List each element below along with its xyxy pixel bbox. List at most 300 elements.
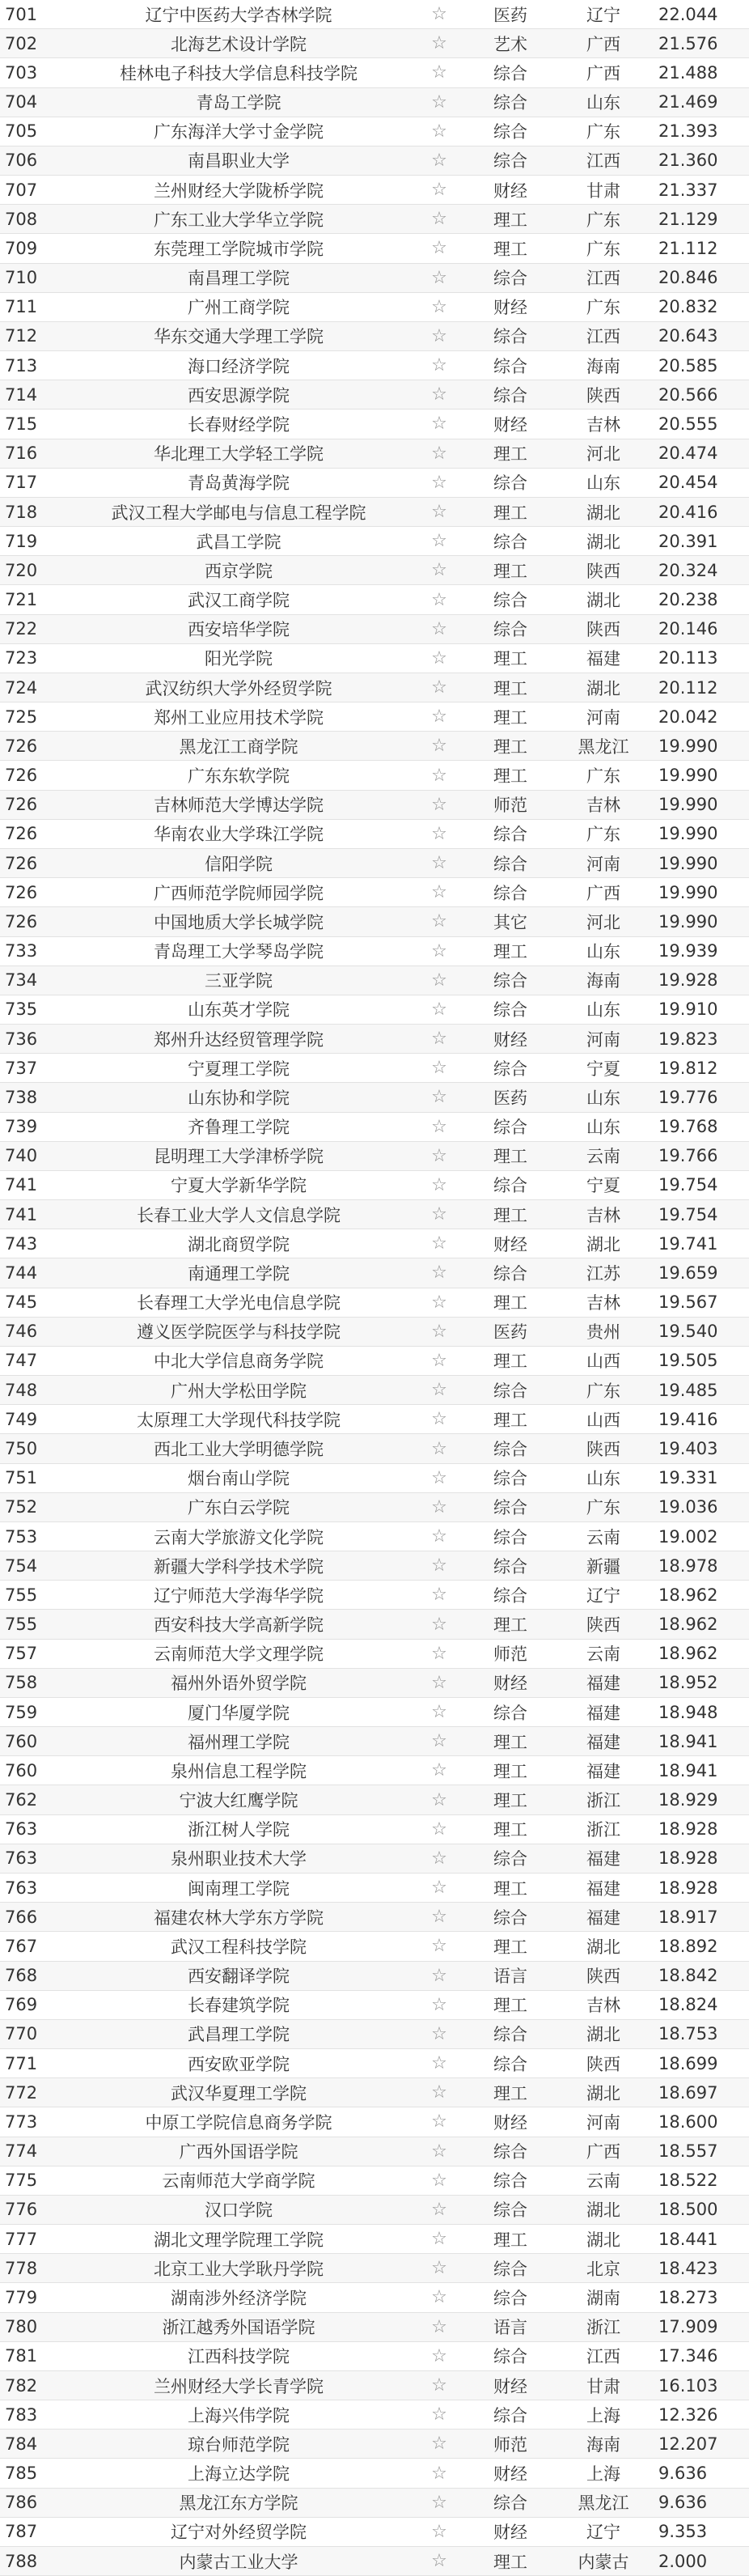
school-type-cell: 综合 bbox=[466, 2254, 555, 2283]
star-outline-icon[interactable]: ☆ bbox=[431, 33, 447, 54]
school-type-cell: 综合 bbox=[466, 1054, 555, 1083]
star-outline-icon[interactable]: ☆ bbox=[431, 1145, 447, 1166]
star-outline-icon[interactable]: ☆ bbox=[431, 765, 447, 786]
table-row bbox=[0, 2546, 749, 2575]
favorite-cell[interactable] bbox=[413, 1112, 466, 1141]
province-cell: 黑龙江 bbox=[555, 732, 652, 761]
school-name-cell: 云南大学旅游文化学院 bbox=[65, 1521, 413, 1551]
favorite-cell[interactable] bbox=[413, 1200, 466, 1229]
star-outline-icon[interactable]: ☆ bbox=[431, 2521, 447, 2542]
star-outline-icon[interactable]: ☆ bbox=[431, 1058, 447, 1079]
favorite-cell[interactable] bbox=[413, 263, 466, 292]
star-outline-icon[interactable]: ☆ bbox=[431, 1878, 447, 1899]
school-name-cell: 中北大学信息商务学院 bbox=[65, 1346, 413, 1375]
school-name-cell: 内蒙古工业大学 bbox=[65, 2546, 413, 2575]
rank-cell: 703 bbox=[0, 58, 65, 87]
favorite-cell[interactable] bbox=[413, 497, 466, 526]
favorite-cell[interactable] bbox=[413, 87, 466, 117]
school-type-cell: 综合 bbox=[466, 2283, 555, 2312]
province-cell: 江西 bbox=[555, 146, 652, 175]
province-cell: 辽宁 bbox=[555, 0, 652, 29]
score-cell: 19.990 bbox=[652, 878, 749, 907]
favorite-cell[interactable] bbox=[413, 410, 466, 439]
star-outline-icon[interactable]: ☆ bbox=[431, 2463, 447, 2484]
province-cell: 湖北 bbox=[555, 2225, 652, 2254]
star-outline-icon[interactable]: ☆ bbox=[431, 2023, 447, 2044]
score-cell: 18.962 bbox=[652, 1639, 749, 1668]
star-outline-icon[interactable]: ☆ bbox=[431, 1643, 447, 1664]
favorite-cell[interactable] bbox=[413, 1141, 466, 1170]
score-cell: 18.962 bbox=[652, 1610, 749, 1639]
favorite-cell[interactable] bbox=[413, 2225, 466, 2254]
school-name-cell: 湖北文理学院理工学院 bbox=[65, 2225, 413, 2254]
table-row bbox=[0, 585, 749, 614]
favorite-cell[interactable] bbox=[413, 2400, 466, 2430]
table-row bbox=[0, 527, 749, 556]
favorite-cell[interactable] bbox=[413, 380, 466, 410]
star-outline-icon[interactable]: ☆ bbox=[431, 1438, 447, 1459]
school-name-cell: 泉州职业技术大学 bbox=[65, 1844, 413, 1873]
star-outline-icon[interactable]: ☆ bbox=[431, 296, 447, 317]
star-outline-icon[interactable]: ☆ bbox=[431, 2434, 447, 2455]
star-outline-icon[interactable]: ☆ bbox=[431, 1585, 447, 1606]
favorite-cell[interactable] bbox=[413, 936, 466, 965]
favorite-cell[interactable] bbox=[413, 292, 466, 321]
star-outline-icon[interactable]: ☆ bbox=[431, 1789, 447, 1810]
score-cell: 19.754 bbox=[652, 1200, 749, 1229]
star-outline-icon[interactable]: ☆ bbox=[431, 2287, 447, 2308]
province-cell: 云南 bbox=[555, 1141, 652, 1170]
favorite-cell[interactable] bbox=[413, 2019, 466, 2048]
star-outline-icon[interactable]: ☆ bbox=[431, 1350, 447, 1371]
star-outline-icon[interactable]: ☆ bbox=[431, 1818, 447, 1840]
favorite-cell[interactable] bbox=[413, 1814, 466, 1844]
star-outline-icon[interactable]: ☆ bbox=[431, 1204, 447, 1225]
star-outline-icon[interactable]: ☆ bbox=[431, 2258, 447, 2279]
star-outline-icon[interactable]: ☆ bbox=[431, 2111, 447, 2133]
school-name-cell: 汉口学院 bbox=[65, 2195, 413, 2224]
star-outline-icon[interactable]: ☆ bbox=[431, 999, 447, 1020]
rank-cell: 716 bbox=[0, 439, 65, 468]
star-outline-icon[interactable]: ☆ bbox=[431, 121, 447, 142]
score-cell: 12.326 bbox=[652, 2400, 749, 2430]
favorite-cell[interactable] bbox=[413, 732, 466, 761]
school-type-cell: 艺术 bbox=[466, 29, 555, 58]
star-outline-icon[interactable]: ☆ bbox=[431, 677, 447, 698]
province-cell: 湖南 bbox=[555, 2283, 652, 2312]
table-row bbox=[0, 556, 749, 585]
favorite-cell[interactable] bbox=[413, 1639, 466, 1668]
school-type-cell: 综合 bbox=[466, 263, 555, 292]
favorite-cell[interactable] bbox=[413, 2312, 466, 2341]
favorite-cell[interactable] bbox=[413, 1756, 466, 1785]
favorite-cell[interactable] bbox=[413, 2283, 466, 2312]
rank-cell: 704 bbox=[0, 87, 65, 117]
star-outline-icon[interactable]: ☆ bbox=[431, 1174, 447, 1195]
province-cell: 吉林 bbox=[555, 1288, 652, 1317]
star-outline-icon[interactable]: ☆ bbox=[431, 1936, 447, 1957]
province-cell: 山东 bbox=[555, 1083, 652, 1112]
favorite-cell[interactable] bbox=[413, 2254, 466, 2283]
star-outline-icon[interactable]: ☆ bbox=[431, 1029, 447, 1050]
table-row bbox=[0, 2517, 749, 2546]
favorite-cell[interactable] bbox=[413, 29, 466, 58]
favorite-cell[interactable] bbox=[413, 1727, 466, 1756]
star-outline-icon[interactable]: ☆ bbox=[431, 823, 447, 844]
favorite-cell[interactable] bbox=[413, 1610, 466, 1639]
province-cell: 福建 bbox=[555, 1756, 652, 1785]
favorite-cell[interactable] bbox=[413, 234, 466, 263]
star-outline-icon[interactable]: ☆ bbox=[431, 1496, 447, 1517]
favorite-cell[interactable] bbox=[413, 556, 466, 585]
province-cell: 福建 bbox=[555, 1697, 652, 1726]
rank-cell: 725 bbox=[0, 702, 65, 732]
star-outline-icon[interactable]: ☆ bbox=[431, 267, 447, 288]
favorite-cell[interactable] bbox=[413, 995, 466, 1024]
star-outline-icon[interactable]: ☆ bbox=[431, 414, 447, 435]
star-outline-icon[interactable]: ☆ bbox=[431, 1233, 447, 1254]
rank-cell: 706 bbox=[0, 146, 65, 175]
province-cell: 宁夏 bbox=[555, 1170, 652, 1199]
favorite-cell[interactable] bbox=[413, 1170, 466, 1199]
school-name-cell: 云南师范大学商学院 bbox=[65, 2166, 413, 2195]
school-name-cell: 上海兴伟学院 bbox=[65, 2400, 413, 2430]
school-type-cell: 理工 bbox=[466, 1610, 555, 1639]
province-cell: 陕西 bbox=[555, 1961, 652, 1990]
star-outline-icon[interactable]: ☆ bbox=[431, 589, 447, 610]
star-outline-icon[interactable]: ☆ bbox=[431, 2316, 447, 2337]
province-cell: 吉林 bbox=[555, 410, 652, 439]
star-outline-icon[interactable]: ☆ bbox=[431, 1614, 447, 1635]
star-outline-icon[interactable]: ☆ bbox=[431, 1965, 447, 1986]
star-outline-icon[interactable]: ☆ bbox=[431, 794, 447, 815]
favorite-cell[interactable] bbox=[413, 1083, 466, 1112]
star-outline-icon[interactable]: ☆ bbox=[431, 1409, 447, 1430]
favorite-cell[interactable] bbox=[413, 351, 466, 380]
star-outline-icon[interactable]: ☆ bbox=[431, 2082, 447, 2103]
favorite-cell[interactable] bbox=[413, 1054, 466, 1083]
table-row bbox=[0, 2225, 749, 2254]
favorite-cell[interactable] bbox=[413, 1961, 466, 1990]
province-cell: 山东 bbox=[555, 87, 652, 117]
province-cell: 广西 bbox=[555, 29, 652, 58]
star-outline-icon[interactable]: ☆ bbox=[431, 2170, 447, 2191]
star-outline-icon[interactable]: ☆ bbox=[431, 2375, 447, 2396]
favorite-cell[interactable] bbox=[413, 643, 466, 673]
rank-cell: 726 bbox=[0, 878, 65, 907]
star-outline-icon[interactable]: ☆ bbox=[431, 150, 447, 171]
rank-cell: 755 bbox=[0, 1581, 65, 1610]
star-outline-icon[interactable]: ☆ bbox=[431, 180, 447, 201]
favorite-cell[interactable] bbox=[413, 527, 466, 556]
score-cell: 9.353 bbox=[652, 2517, 749, 2546]
province-cell: 黑龙江 bbox=[555, 2488, 652, 2517]
school-name-cell: 黑龙江东方学院 bbox=[65, 2488, 413, 2517]
star-outline-icon[interactable]: ☆ bbox=[431, 1672, 447, 1693]
province-cell: 山东 bbox=[555, 936, 652, 965]
province-cell: 广东 bbox=[555, 819, 652, 848]
star-outline-icon[interactable]: ☆ bbox=[431, 1994, 447, 2015]
star-outline-icon[interactable]: ☆ bbox=[431, 2141, 447, 2162]
favorite-cell[interactable] bbox=[413, 965, 466, 995]
score-cell: 18.917 bbox=[652, 1903, 749, 1932]
school-name-cell: 西安翻译学院 bbox=[65, 1961, 413, 1990]
school-type-cell: 综合 bbox=[466, 321, 555, 350]
rank-cell: 763 bbox=[0, 1814, 65, 1844]
rank-cell: 723 bbox=[0, 643, 65, 673]
favorite-cell[interactable] bbox=[413, 2430, 466, 2459]
favorite-cell[interactable] bbox=[413, 2341, 466, 2370]
star-outline-icon[interactable]: ☆ bbox=[431, 91, 447, 112]
favorite-cell[interactable] bbox=[413, 146, 466, 175]
table-row bbox=[0, 732, 749, 761]
favorite-cell[interactable] bbox=[413, 1376, 466, 1405]
star-outline-icon[interactable]: ☆ bbox=[431, 4, 447, 25]
table-row bbox=[0, 176, 749, 205]
favorite-cell[interactable] bbox=[413, 439, 466, 468]
school-type-cell: 综合 bbox=[466, 351, 555, 380]
table-row bbox=[0, 1521, 749, 1551]
rank-cell: 743 bbox=[0, 1229, 65, 1258]
school-name-cell: 青岛理工大学琴岛学院 bbox=[65, 936, 413, 965]
score-cell: 19.754 bbox=[652, 1170, 749, 1199]
favorite-cell[interactable] bbox=[413, 2078, 466, 2107]
favorite-cell[interactable] bbox=[413, 2459, 466, 2488]
favorite-cell[interactable] bbox=[413, 1258, 466, 1288]
star-outline-icon[interactable]: ☆ bbox=[431, 1848, 447, 1869]
school-type-cell: 医药 bbox=[466, 1317, 555, 1346]
star-outline-icon[interactable]: ☆ bbox=[431, 1555, 447, 1577]
score-cell: 19.939 bbox=[652, 936, 749, 965]
rank-cell: 739 bbox=[0, 1112, 65, 1141]
school-type-cell: 综合 bbox=[466, 1112, 555, 1141]
school-name-cell: 南通理工学院 bbox=[65, 1258, 413, 1288]
star-outline-icon[interactable]: ☆ bbox=[431, 472, 447, 493]
star-outline-icon[interactable]: ☆ bbox=[431, 1731, 447, 1752]
rank-cell: 779 bbox=[0, 2283, 65, 2312]
score-cell: 19.036 bbox=[652, 1492, 749, 1521]
school-type-cell: 综合 bbox=[466, 848, 555, 877]
favorite-cell[interactable] bbox=[413, 1785, 466, 1814]
favorite-cell[interactable] bbox=[413, 1492, 466, 1521]
table-row bbox=[0, 761, 749, 790]
school-type-cell: 理工 bbox=[466, 205, 555, 234]
school-name-cell: 北海艺术设计学院 bbox=[65, 29, 413, 58]
favorite-cell[interactable] bbox=[413, 848, 466, 877]
favorite-cell[interactable] bbox=[413, 1317, 466, 1346]
school-type-cell: 综合 bbox=[466, 2137, 555, 2166]
score-cell: 19.567 bbox=[652, 1288, 749, 1317]
star-outline-icon[interactable]: ☆ bbox=[431, 209, 447, 230]
favorite-cell[interactable] bbox=[413, 2546, 466, 2575]
favorite-cell[interactable] bbox=[413, 2107, 466, 2137]
star-outline-icon[interactable]: ☆ bbox=[431, 940, 447, 961]
favorite-cell[interactable] bbox=[413, 819, 466, 848]
favorite-cell[interactable] bbox=[413, 878, 466, 907]
favorite-cell[interactable] bbox=[413, 1025, 466, 1054]
favorite-cell[interactable] bbox=[413, 1434, 466, 1463]
favorite-cell[interactable] bbox=[413, 790, 466, 819]
school-name-cell: 青岛工学院 bbox=[65, 87, 413, 117]
star-outline-icon[interactable]: ☆ bbox=[431, 1263, 447, 1284]
favorite-cell[interactable] bbox=[413, 2137, 466, 2166]
star-outline-icon[interactable]: ☆ bbox=[431, 618, 447, 639]
star-outline-icon[interactable]: ☆ bbox=[431, 1087, 447, 1108]
favorite-cell[interactable] bbox=[413, 1521, 466, 1551]
rank-cell: 710 bbox=[0, 263, 65, 292]
school-name-cell: 华东交通大学理工学院 bbox=[65, 321, 413, 350]
favorite-cell[interactable] bbox=[413, 1668, 466, 1697]
star-outline-icon[interactable]: ☆ bbox=[431, 882, 447, 903]
star-outline-icon[interactable]: ☆ bbox=[431, 1702, 447, 1723]
star-outline-icon[interactable]: ☆ bbox=[431, 970, 447, 991]
table-row bbox=[0, 1054, 749, 1083]
school-type-cell: 理工 bbox=[466, 761, 555, 790]
province-cell: 辽宁 bbox=[555, 2517, 652, 2546]
favorite-cell[interactable] bbox=[413, 614, 466, 643]
school-name-cell: 武汉工商学院 bbox=[65, 585, 413, 614]
table-row bbox=[0, 819, 749, 848]
score-cell: 19.910 bbox=[652, 995, 749, 1024]
favorite-cell[interactable] bbox=[413, 1874, 466, 1903]
table-row bbox=[0, 2078, 749, 2107]
star-outline-icon[interactable]: ☆ bbox=[431, 1321, 447, 1342]
star-outline-icon[interactable]: ☆ bbox=[431, 2053, 447, 2074]
favorite-cell[interactable] bbox=[413, 1463, 466, 1492]
star-outline-icon[interactable]: ☆ bbox=[431, 911, 447, 932]
rank-cell: 759 bbox=[0, 1697, 65, 1726]
rank-cell: 758 bbox=[0, 1668, 65, 1697]
score-cell: 19.990 bbox=[652, 761, 749, 790]
favorite-cell[interactable] bbox=[413, 0, 466, 29]
favorite-cell[interactable] bbox=[413, 176, 466, 205]
score-cell: 18.423 bbox=[652, 2254, 749, 2283]
favorite-cell[interactable] bbox=[413, 1990, 466, 2019]
favorite-cell[interactable] bbox=[413, 702, 466, 732]
favorite-cell[interactable] bbox=[413, 1288, 466, 1317]
star-outline-icon[interactable]: ☆ bbox=[431, 736, 447, 757]
table-row bbox=[0, 1551, 749, 1581]
star-outline-icon[interactable]: ☆ bbox=[431, 1380, 447, 1401]
school-type-cell: 理工 bbox=[466, 702, 555, 732]
favorite-cell[interactable] bbox=[413, 2049, 466, 2078]
favorite-cell[interactable] bbox=[413, 673, 466, 702]
province-cell: 宁夏 bbox=[555, 1054, 652, 1083]
rank-cell: 773 bbox=[0, 2107, 65, 2137]
province-cell: 湖北 bbox=[555, 1932, 652, 1961]
favorite-cell[interactable] bbox=[413, 1697, 466, 1726]
favorite-cell[interactable] bbox=[413, 2195, 466, 2224]
score-cell: 17.909 bbox=[652, 2312, 749, 2341]
province-cell: 河南 bbox=[555, 848, 652, 877]
favorite-cell[interactable] bbox=[413, 321, 466, 350]
star-outline-icon[interactable]: ☆ bbox=[431, 238, 447, 259]
province-cell: 吉林 bbox=[555, 790, 652, 819]
school-name-cell: 黑龙江工商学院 bbox=[65, 732, 413, 761]
favorite-cell[interactable] bbox=[413, 468, 466, 497]
table-row bbox=[0, 848, 749, 877]
star-outline-icon[interactable]: ☆ bbox=[431, 355, 447, 376]
school-type-cell: 财经 bbox=[466, 292, 555, 321]
score-cell: 17.346 bbox=[652, 2341, 749, 2370]
favorite-cell[interactable] bbox=[413, 2488, 466, 2517]
school-name-cell: 广西师范学院师园学院 bbox=[65, 878, 413, 907]
star-outline-icon[interactable]: ☆ bbox=[431, 1116, 447, 1137]
star-outline-icon[interactable]: ☆ bbox=[431, 2551, 447, 2572]
school-name-cell: 山东协和学院 bbox=[65, 1083, 413, 1112]
province-cell: 广东 bbox=[555, 234, 652, 263]
province-cell: 海南 bbox=[555, 351, 652, 380]
score-cell: 18.928 bbox=[652, 1874, 749, 1903]
favorite-cell[interactable] bbox=[413, 58, 466, 87]
star-outline-icon[interactable]: ☆ bbox=[431, 853, 447, 874]
table-row bbox=[0, 380, 749, 410]
star-outline-icon[interactable]: ☆ bbox=[431, 1467, 447, 1488]
school-type-cell: 理工 bbox=[466, 936, 555, 965]
star-outline-icon[interactable]: ☆ bbox=[431, 325, 447, 346]
favorite-cell[interactable] bbox=[413, 1405, 466, 1434]
star-outline-icon[interactable]: ☆ bbox=[431, 2492, 447, 2513]
star-outline-icon[interactable]: ☆ bbox=[431, 502, 447, 522]
table-row bbox=[0, 1463, 749, 1492]
star-outline-icon[interactable]: ☆ bbox=[431, 62, 447, 83]
favorite-cell[interactable] bbox=[413, 1844, 466, 1873]
star-outline-icon[interactable]: ☆ bbox=[431, 1292, 447, 1313]
favorite-cell[interactable] bbox=[413, 585, 466, 614]
table-row bbox=[0, 614, 749, 643]
favorite-cell[interactable] bbox=[413, 2517, 466, 2546]
favorite-cell[interactable] bbox=[413, 907, 466, 936]
favorite-cell[interactable] bbox=[413, 761, 466, 790]
score-cell: 20.566 bbox=[652, 380, 749, 410]
table-row bbox=[0, 702, 749, 732]
star-outline-icon[interactable]: ☆ bbox=[431, 1907, 447, 1928]
favorite-cell[interactable] bbox=[413, 1932, 466, 1961]
star-outline-icon[interactable]: ☆ bbox=[431, 560, 447, 581]
favorite-cell[interactable] bbox=[413, 2370, 466, 2400]
favorite-cell[interactable] bbox=[413, 2166, 466, 2195]
rank-cell: 751 bbox=[0, 1463, 65, 1492]
star-outline-icon[interactable]: ☆ bbox=[431, 2229, 447, 2250]
star-outline-icon[interactable]: ☆ bbox=[431, 647, 447, 668]
rank-cell: 757 bbox=[0, 1639, 65, 1668]
star-outline-icon[interactable]: ☆ bbox=[431, 531, 447, 552]
favorite-cell[interactable] bbox=[413, 1229, 466, 1258]
star-outline-icon[interactable]: ☆ bbox=[431, 707, 447, 728]
rank-cell: 714 bbox=[0, 380, 65, 410]
star-outline-icon[interactable]: ☆ bbox=[431, 2199, 447, 2220]
favorite-cell[interactable] bbox=[413, 205, 466, 234]
school-type-cell: 理工 bbox=[466, 1756, 555, 1785]
province-cell: 河南 bbox=[555, 702, 652, 732]
star-outline-icon[interactable]: ☆ bbox=[431, 2345, 447, 2366]
favorite-cell[interactable] bbox=[413, 1346, 466, 1375]
school-name-cell: 武昌理工学院 bbox=[65, 2019, 413, 2048]
score-cell: 19.990 bbox=[652, 819, 749, 848]
school-type-cell: 综合 bbox=[466, 1903, 555, 1932]
favorite-cell[interactable] bbox=[413, 1581, 466, 1610]
star-outline-icon[interactable]: ☆ bbox=[431, 443, 447, 464]
star-outline-icon[interactable]: ☆ bbox=[431, 2404, 447, 2425]
favorite-cell[interactable] bbox=[413, 117, 466, 146]
star-outline-icon[interactable]: ☆ bbox=[431, 384, 447, 405]
rank-cell: 738 bbox=[0, 1083, 65, 1112]
school-name-cell: 新疆大学科学技术学院 bbox=[65, 1551, 413, 1581]
favorite-cell[interactable] bbox=[413, 1551, 466, 1581]
favorite-cell[interactable] bbox=[413, 1903, 466, 1932]
star-outline-icon[interactable]: ☆ bbox=[431, 1760, 447, 1781]
star-outline-icon[interactable]: ☆ bbox=[431, 1526, 447, 1547]
